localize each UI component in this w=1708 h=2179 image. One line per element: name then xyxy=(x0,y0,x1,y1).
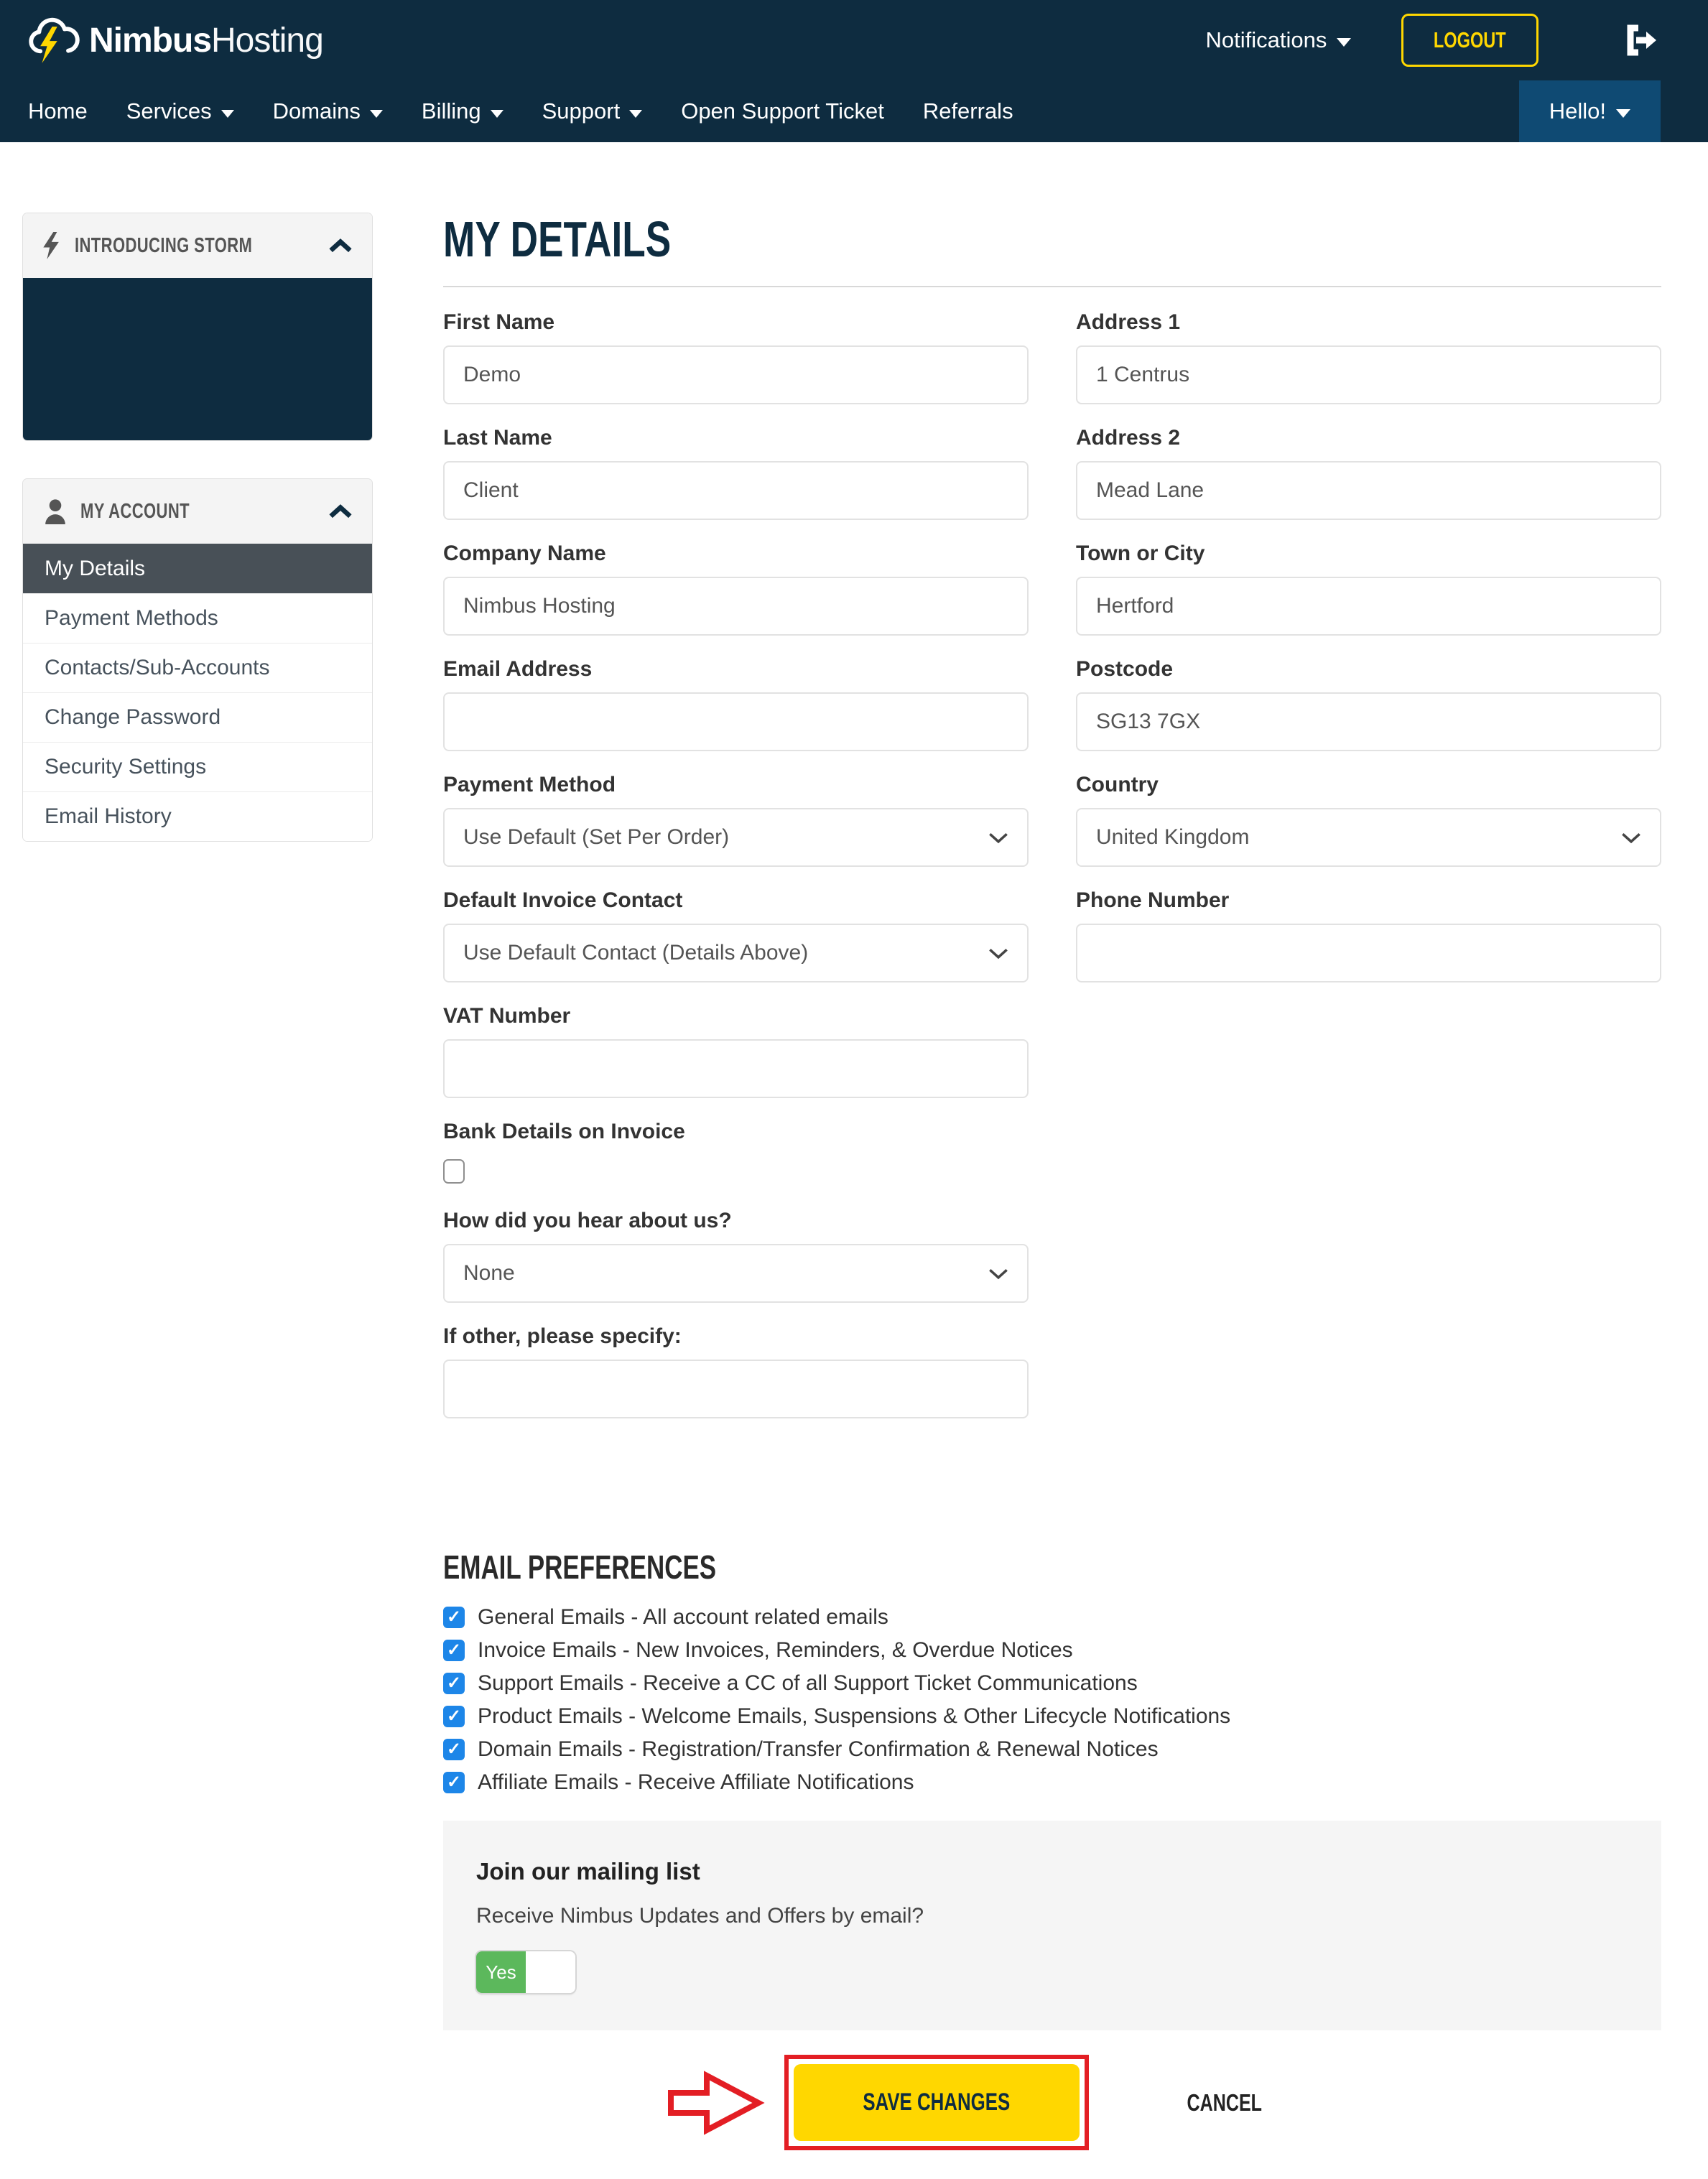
last-name-input[interactable] xyxy=(443,461,1029,520)
chevron-up-icon xyxy=(329,238,352,253)
phone-number-input[interactable] xyxy=(1076,924,1661,982)
storm-banner-image xyxy=(23,278,372,440)
pref-row-general: ✓ General Emails - All account related emails xyxy=(443,1605,1661,1630)
caret-down-icon xyxy=(221,110,234,118)
hear-about-label: How did you hear about us? xyxy=(443,1209,732,1232)
my-account-panel-title: MY ACCOUNT xyxy=(80,499,190,523)
email-preferences-list xyxy=(443,1605,1661,1795)
invoice-emails-checkbox[interactable] xyxy=(443,1640,465,1661)
address2-input[interactable] xyxy=(1076,461,1661,520)
toggle-yes-label: Yes xyxy=(476,1951,526,1993)
storm-panel-header[interactable] xyxy=(23,213,372,278)
notifications-menu[interactable] xyxy=(1206,27,1352,53)
chevron-up-icon xyxy=(329,504,352,519)
brand-name: NimbusHosting xyxy=(89,21,323,60)
annotation-highlight-box xyxy=(784,2055,1089,2150)
phone-number-label: Phone Number xyxy=(1076,888,1230,912)
town-city-input[interactable] xyxy=(1076,577,1661,636)
vat-number-input[interactable] xyxy=(443,1039,1029,1098)
signout-icon[interactable] xyxy=(1623,24,1658,57)
product-emails-checkbox[interactable] xyxy=(443,1706,465,1727)
support-emails-checkbox[interactable] xyxy=(443,1673,465,1694)
chevron-down-icon xyxy=(988,831,1008,844)
form-column-left xyxy=(443,310,1029,1440)
domain-emails-checkbox[interactable] xyxy=(443,1739,465,1760)
caret-down-icon xyxy=(629,110,642,118)
general-emails-checkbox[interactable] xyxy=(443,1607,465,1628)
chevron-down-icon xyxy=(988,1267,1008,1280)
email-address-label: Email Address xyxy=(443,657,593,681)
sidebar-item-email-history[interactable]: Email History xyxy=(23,791,372,841)
nav-item-billing[interactable]: Billing xyxy=(402,80,523,142)
caret-down-icon xyxy=(370,110,383,118)
address1-input[interactable] xyxy=(1076,345,1661,404)
first-name-input[interactable] xyxy=(443,345,1029,404)
pref-row-domain: ✓ Domain Emails - Registration/Transfer Confirmation & Renewal Notices xyxy=(443,1737,1661,1762)
details-form xyxy=(443,310,1661,1440)
country-select[interactable]: United Kingdom xyxy=(1076,808,1661,867)
greeting-label: Hello! xyxy=(1549,98,1606,124)
mailing-list-title: Join our mailing list xyxy=(476,1858,700,1885)
nav-item-home[interactable]: Home xyxy=(28,98,88,124)
payment-method-label: Payment Method xyxy=(443,773,616,796)
cloud-lightning-icon xyxy=(26,17,82,64)
sidebar-item-change-password[interactable]: Change Password xyxy=(23,692,372,742)
storm-panel-title: INTRODUCING STORM xyxy=(75,233,253,257)
save-changes-button[interactable]: SAVE CHANGES xyxy=(794,2064,1080,2141)
nav-item-open-support-ticket[interactable]: Open Support Ticket xyxy=(681,98,884,124)
nav-item-domains[interactable]: Domains xyxy=(254,80,402,142)
first-name-label: First Name xyxy=(443,310,555,334)
default-invoice-contact-select[interactable]: Use Default Contact (Details Above) xyxy=(443,924,1029,982)
nav-item-support[interactable]: Support xyxy=(523,80,662,142)
postcode-label: Postcode xyxy=(1076,657,1174,681)
email-preferences-title: EMAIL PREFERENCES xyxy=(443,1548,717,1586)
address1-label: Address 1 xyxy=(1076,310,1181,334)
sidebar-item-payment-methods[interactable]: Payment Methods xyxy=(23,593,372,643)
mailing-list-toggle[interactable] xyxy=(476,1951,575,1993)
nav-item-referrals[interactable]: Referrals xyxy=(922,98,1013,124)
pref-row-support: ✓ Support Emails - Receive a CC of all Support Ticket Communications xyxy=(443,1671,1661,1696)
last-name-label: Last Name xyxy=(443,426,552,450)
other-specify-input[interactable] xyxy=(443,1360,1029,1418)
pref-row-invoice: ✓ Invoice Emails - New Invoices, Reminders, & Overdue Notices xyxy=(443,1638,1661,1663)
my-account-panel xyxy=(22,478,373,842)
form-actions xyxy=(443,2055,1661,2150)
cancel-link[interactable]: CANCEL xyxy=(1187,2089,1263,2116)
company-name-input[interactable] xyxy=(443,577,1029,636)
payment-method-select[interactable]: Use Default (Set Per Order) xyxy=(443,808,1029,867)
storm-panel xyxy=(22,213,373,441)
annotation-arrow-icon xyxy=(665,2070,766,2136)
form-column-right xyxy=(1076,310,1661,1440)
mailing-list-box xyxy=(443,1821,1661,2030)
bank-details-checkbox[interactable] xyxy=(443,1159,465,1184)
main-content xyxy=(443,211,1661,2179)
notifications-label: Notifications xyxy=(1205,27,1327,52)
hear-about-select[interactable]: None xyxy=(443,1244,1029,1303)
email-address-input[interactable] xyxy=(443,692,1029,751)
user-greeting-menu[interactable] xyxy=(1519,80,1661,142)
mailing-list-question: Receive Nimbus Updates and Offers by email? xyxy=(476,1904,924,1928)
caret-down-icon xyxy=(1616,109,1630,118)
pref-row-product: ✓ Product Emails - Welcome Emails, Suspensions & Other Lifecycle Notifications xyxy=(443,1704,1661,1729)
sidebar-item-my-details[interactable]: My Details xyxy=(23,544,372,593)
chevron-down-icon xyxy=(988,947,1008,960)
toggle-knob xyxy=(526,1951,575,1993)
bank-details-label: Bank Details on Invoice xyxy=(443,1120,685,1143)
nav-item-services[interactable]: Services xyxy=(107,80,254,142)
brand-logo[interactable] xyxy=(26,17,323,64)
person-icon xyxy=(43,498,68,524)
sidebar xyxy=(22,213,373,2179)
affiliate-emails-checkbox[interactable] xyxy=(443,1772,465,1793)
sidebar-item-security-settings[interactable]: Security Settings xyxy=(23,742,372,791)
chevron-down-icon xyxy=(1621,831,1641,844)
title-divider xyxy=(443,286,1661,287)
page-title: MY DETAILS xyxy=(443,211,672,267)
pref-row-affiliate: ✓ Affiliate Emails - Receive Affiliate Notifications xyxy=(443,1770,1661,1795)
logout-button[interactable]: LOGOUT xyxy=(1401,14,1538,67)
other-specify-label: If other, please specify: xyxy=(443,1324,682,1348)
lightning-bolt-icon xyxy=(43,232,62,259)
postcode-input[interactable] xyxy=(1076,692,1661,751)
caret-down-icon xyxy=(491,110,503,118)
caret-down-icon xyxy=(1337,38,1351,47)
top-bar xyxy=(0,0,1708,80)
company-name-label: Company Name xyxy=(443,542,606,565)
sidebar-item-contacts-sub-accounts[interactable]: Contacts/Sub-Accounts xyxy=(23,643,372,692)
default-invoice-contact-label: Default Invoice Contact xyxy=(443,888,683,912)
town-city-label: Town or City xyxy=(1076,542,1205,565)
my-account-panel-header[interactable] xyxy=(23,479,372,544)
address2-label: Address 2 xyxy=(1076,426,1181,450)
country-label: Country xyxy=(1076,773,1159,796)
vat-number-label: VAT Number xyxy=(443,1004,571,1028)
main-nav xyxy=(0,80,1708,142)
